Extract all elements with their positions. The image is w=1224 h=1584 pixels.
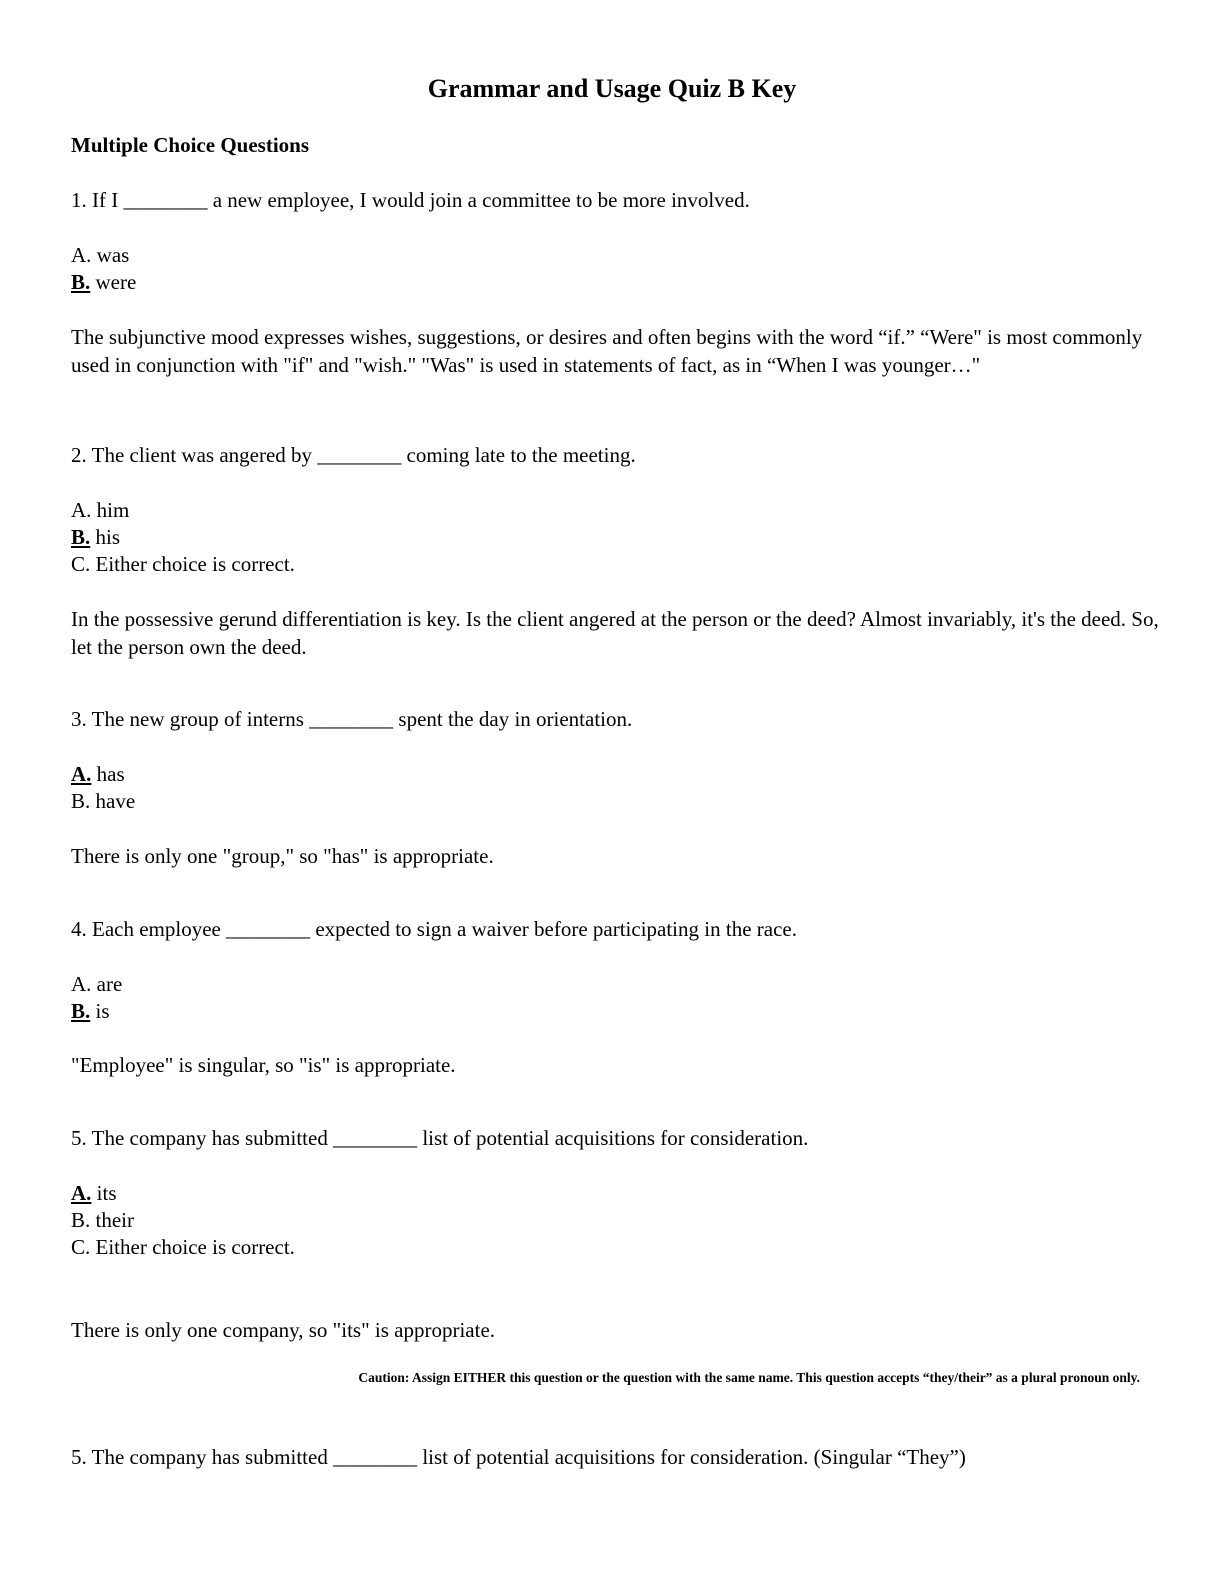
option-text: was bbox=[91, 243, 130, 267]
question-5-option-c bbox=[71, 1233, 295, 1261]
question-1-option-a bbox=[71, 241, 129, 269]
question-2-prompt: 2. The client was angered by ________ coming late to the meeting. bbox=[71, 443, 636, 467]
correct-option-letter: A. bbox=[71, 1181, 92, 1205]
option-text: him bbox=[91, 498, 130, 522]
question-3-prompt: 3. The new group of interns ________ spent the day in orientation. bbox=[71, 707, 633, 731]
option-text: Either choice is correct. bbox=[90, 1235, 295, 1259]
question-2-option-b bbox=[71, 523, 120, 551]
question-2-option-c bbox=[71, 550, 295, 578]
correct-option-letter: B. bbox=[71, 999, 91, 1023]
option-text: Either choice is correct. bbox=[90, 552, 295, 576]
question-5-alt-prompt: 5. The company has submitted ________ list of potential acquisitions for consideration. (Singular “They”) bbox=[71, 1445, 966, 1469]
option-text: its bbox=[91, 1181, 117, 1205]
question-4-prompt: 4. Each employee ________ expected to sign a waiver before participating in the race. bbox=[71, 917, 797, 941]
option-text: have bbox=[90, 789, 136, 813]
question-2-explanation: In the possessive gerund differentiation is key. Is the client angered at the person or the deed? Almost invariably, it's the deed. So, let the person own the deed. bbox=[71, 607, 1159, 659]
question-5-option-b bbox=[71, 1206, 134, 1234]
correct-option-letter: B. bbox=[71, 525, 91, 549]
document-title: Grammar and Usage Quiz B Key bbox=[427, 74, 797, 103]
question-5-option-a bbox=[71, 1179, 117, 1207]
question-4-option-b bbox=[71, 997, 110, 1025]
option-text: is bbox=[90, 999, 110, 1023]
correct-option-letter: A. bbox=[71, 762, 92, 786]
correct-option-letter: B. bbox=[71, 270, 91, 294]
option-letter: A. bbox=[71, 972, 92, 996]
question-1-option-b bbox=[71, 268, 136, 296]
option-letter: B. bbox=[71, 1208, 91, 1232]
question-1-explanation: The subjunctive mood expresses wishes, suggestions, or desires and often begins with the word “if.” “Were" is most commonly used in conjunction with "if" and "wish." "Was" is used in statements of fact, as in “When I was younger…" bbox=[71, 325, 1143, 377]
question-5-explanation: There is only one company, so "its" is appropriate. bbox=[71, 1318, 496, 1342]
question-3-option-a bbox=[71, 760, 125, 788]
option-text: were bbox=[90, 270, 137, 294]
option-letter: B. bbox=[71, 789, 91, 813]
question-3-option-b bbox=[71, 787, 135, 815]
option-letter: C. bbox=[71, 1235, 91, 1259]
question-5-prompt: 5. The company has submitted ________ list of potential acquisitions for consideration. bbox=[71, 1126, 809, 1150]
option-text: their bbox=[90, 1208, 134, 1232]
caution-note: Caution: Assign EITHER this question or the question with the same name. This question accepts “they/their” as a plural pronoun only. bbox=[358, 1370, 1140, 1385]
option-letter: A. bbox=[71, 243, 92, 267]
option-letter: C. bbox=[71, 552, 91, 576]
option-letter: A. bbox=[71, 498, 92, 522]
option-text: his bbox=[90, 525, 121, 549]
question-4-option-a bbox=[71, 970, 122, 998]
question-3-explanation: There is only one "group," so "has" is appropriate. bbox=[71, 844, 494, 868]
option-text: are bbox=[91, 972, 123, 996]
question-2-option-a bbox=[71, 496, 129, 524]
section-heading: Multiple Choice Questions bbox=[71, 133, 310, 157]
option-text: has bbox=[91, 762, 125, 786]
question-1-prompt: 1. If I ________ a new employee, I would join a committee to be more involved. bbox=[71, 188, 750, 212]
question-4-explanation: "Employee" is singular, so "is" is appropriate. bbox=[71, 1053, 456, 1077]
